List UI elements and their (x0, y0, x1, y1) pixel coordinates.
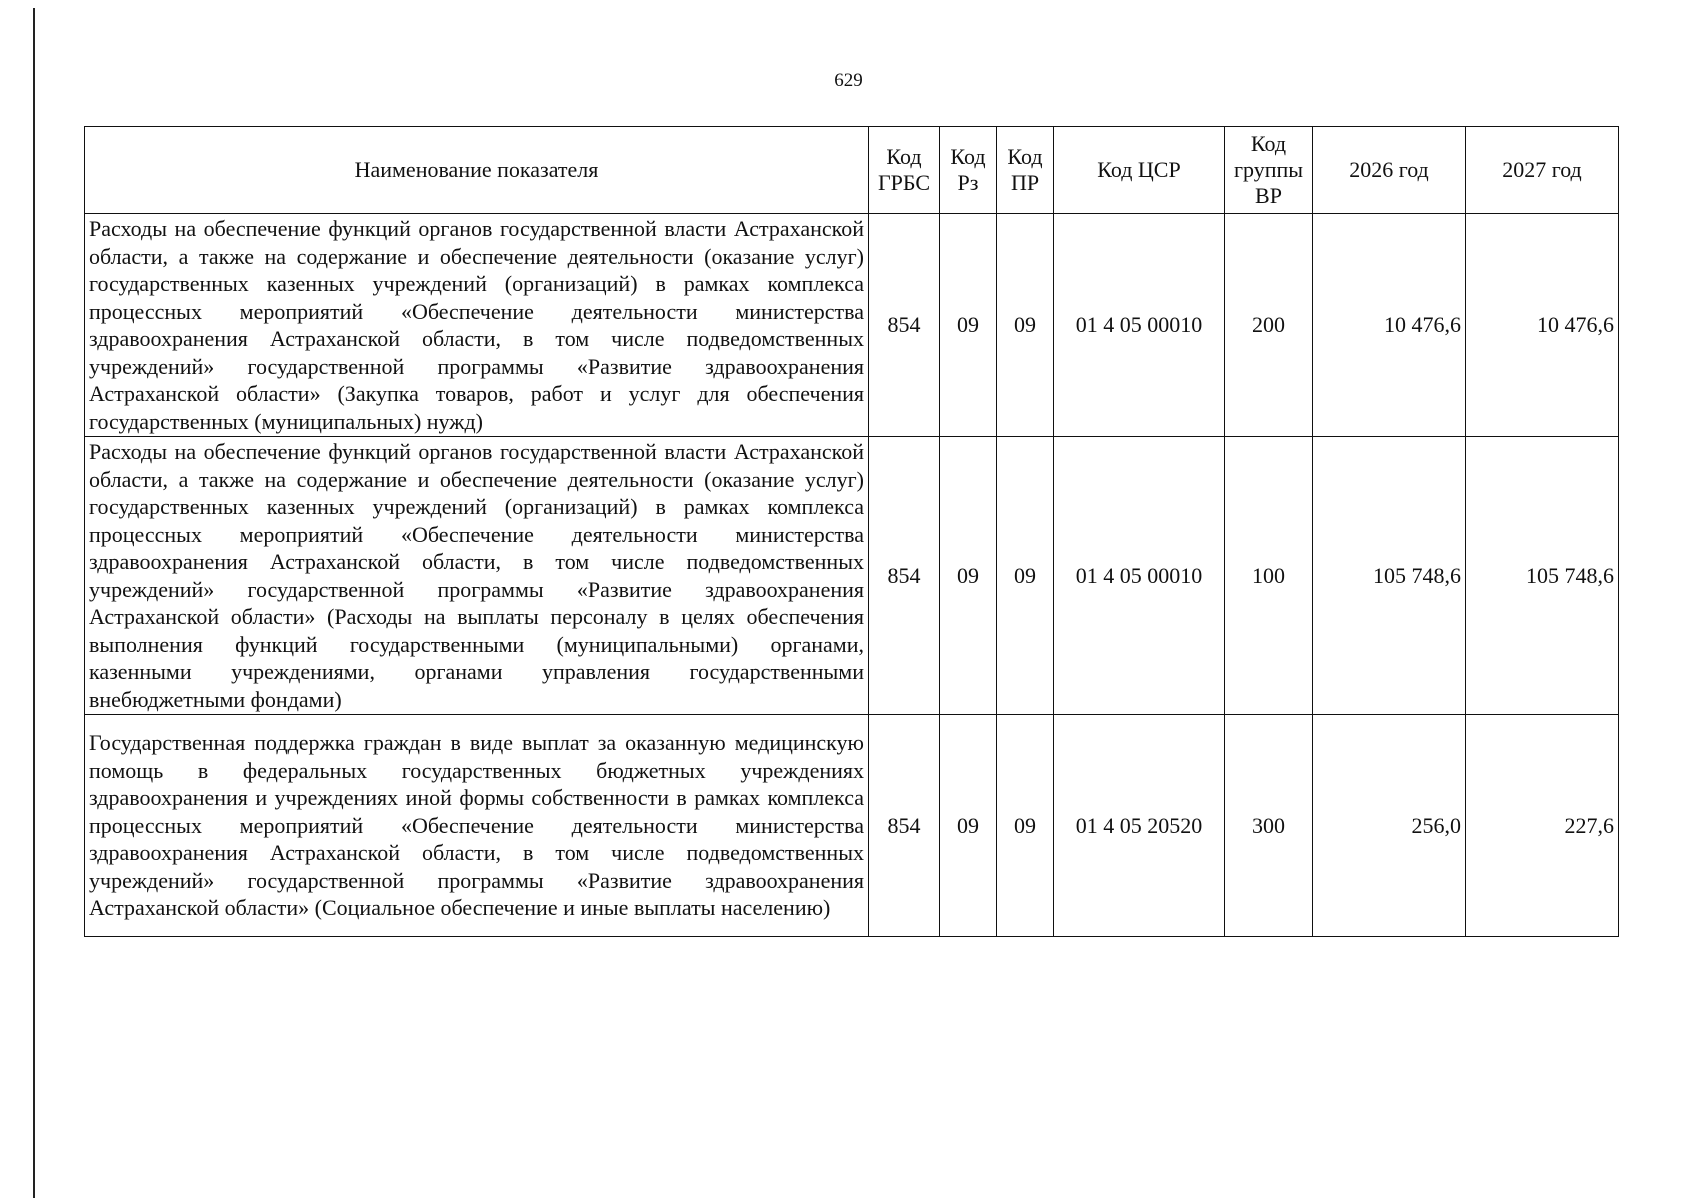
row-csr: 01 4 05 20520 (1054, 715, 1225, 937)
row-csr: 01 4 05 00010 (1054, 437, 1225, 715)
row-rz: 09 (940, 214, 997, 437)
scan-margin-line (33, 8, 35, 1198)
row-name: Расходы на обеспечение функций органов государственной власти Астраханской области, а также на содержание и обеспечение деятельности (оказание услуг) государственных казенных учреждений (организаций) в рамках комплекса процессных мероприятий «Обеспечение деятельности министерства здравоохранения Астраханской области, в том числе подведомственных учреждений» государственной программы «Развитие здравоохранения Астраханской области» (Расходы на выплаты персоналу в целях обеспечения выполнения функций государственными (муниципальными) органами, казенными учреждениями, органами управления государственными внебюджетными фондами) (85, 437, 869, 715)
row-vr: 100 (1225, 437, 1313, 715)
header-rz: Код Рз (940, 127, 997, 214)
row-2027: 227,6 (1466, 715, 1619, 937)
row-2027: 105 748,6 (1466, 437, 1619, 715)
row-vr: 200 (1225, 214, 1313, 437)
row-rz: 09 (940, 715, 997, 937)
table-header-row (85, 127, 1619, 214)
row-grbs: 854 (869, 715, 940, 937)
table-row (85, 715, 1619, 937)
header-csr: Код ЦСР (1054, 127, 1225, 214)
header-grbs: Код ГРБС (869, 127, 940, 214)
row-pr: 09 (997, 715, 1054, 937)
table-row (85, 214, 1619, 437)
row-2026: 105 748,6 (1313, 437, 1466, 715)
row-grbs: 854 (869, 214, 940, 437)
page-number: 629 (834, 70, 863, 91)
row-name: Расходы на обеспечение функций органов государственной власти Астраханской области, а также на содержание и обеспечение деятельности (оказание услуг) государственных казенных учреждений (организаций) в рамках комплекса процессных мероприятий «Обеспечение деятельности министерства здравоохранения Астраханской области, в том числе подведомственных учреждений» государственной программы «Развитие здравоохранения Астраханской области» (Закупка товаров, работ и услуг для обеспечения государственных (муниципальных) нужд) (85, 214, 869, 437)
row-csr: 01 4 05 00010 (1054, 214, 1225, 437)
row-grbs: 854 (869, 437, 940, 715)
row-2027: 10 476,6 (1466, 214, 1619, 437)
header-2026: 2026 год (1313, 127, 1466, 214)
row-vr: 300 (1225, 715, 1313, 937)
header-name: Наименование показателя (85, 127, 869, 214)
header-vr: Код группы ВР (1225, 127, 1313, 214)
row-pr: 09 (997, 437, 1054, 715)
header-pr: Код ПР (997, 127, 1054, 214)
row-rz: 09 (940, 437, 997, 715)
row-name: Государственная поддержка граждан в виде выплат за оказанную медицинскую помощь в федеральных государственных бюджетных учреждениях здравоохранения и учреждениях иной формы собственности в рамках комплекса процессных мероприятий «Обеспечение деятельности министерства здравоохранения Астраханской области, в том числе подведомственных учреждений» государственной программы «Развитие здравоохранения Астраханской области» (Социальное обеспечение и иные выплаты населению) (85, 715, 869, 937)
budget-table (84, 126, 1619, 937)
row-2026: 256,0 (1313, 715, 1466, 937)
header-2027: 2027 год (1466, 127, 1619, 214)
row-2026: 10 476,6 (1313, 214, 1466, 437)
row-pr: 09 (997, 214, 1054, 437)
table-row (85, 437, 1619, 715)
